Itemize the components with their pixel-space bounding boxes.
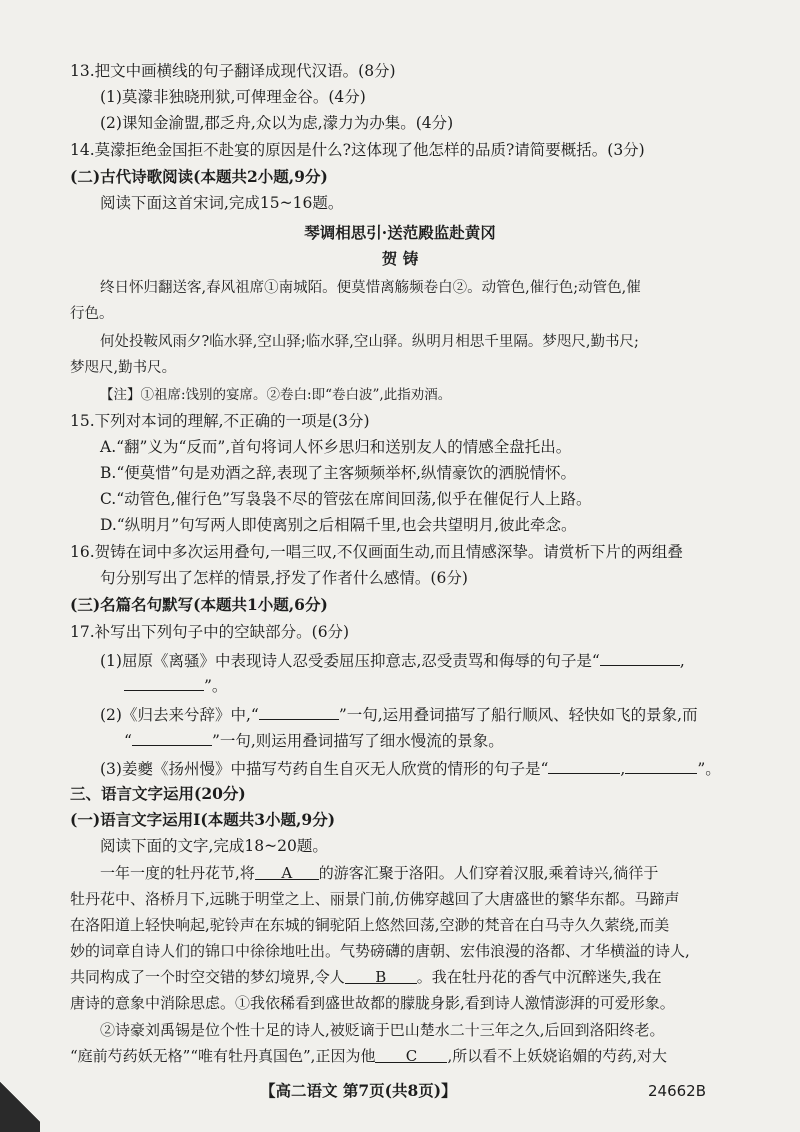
poet-name: 贺 铸 <box>381 249 419 268</box>
q17-stem: 17.补写出下列句子中的空缺部分。(6分) <box>70 623 350 641</box>
section-2-heading: (二)古代诗歌阅读(本题共2小题,9分) <box>70 167 328 186</box>
passage-text: 一年一度的牡丹花节,将 <box>100 864 255 882</box>
q17-sub2-text-a: (2)《归去来兮辞》中,“ <box>100 706 259 724</box>
fill-blank[interactable] <box>548 756 620 774</box>
passage-line6: 唐诗的意象中消除思虑。①我依稀看到盛世故都的朦胧身影,看到诗人激情澎湃的可爱形象。 <box>70 994 675 1012</box>
fill-blank[interactable] <box>600 648 680 666</box>
passage-text: “庭前芍药妖无格”“唯有牡丹真国色”,正因为他 <box>70 1047 376 1065</box>
poem-title: 琴调相思引·送范殿监赴黄冈 <box>304 223 496 242</box>
part-3-intro: 阅读下面的文字,完成18~20题。 <box>100 837 328 855</box>
q13-sub1: (1)莫濛非独晓刑狱,可俾理金谷。(4分) <box>100 88 366 106</box>
blank-a: A <box>255 862 319 880</box>
section-3-heading: (三)名篇名句默写(本题共1小题,6分) <box>70 595 328 614</box>
q17-sub3 <box>100 756 721 780</box>
passage-text: ,所以看不上妖娆谄媚的芍药,对大 <box>447 1047 667 1065</box>
poem-stanza2-line2: 梦咫尺,勤书尺。 <box>70 360 177 376</box>
fill-blank[interactable] <box>124 673 204 691</box>
q16-line2: 句分别写出了怎样的情景,抒发了作者什么感情。(6分) <box>100 569 468 587</box>
passage-line7: ②诗豪刘禹锡是位个性十足的诗人,被贬谪于巴山楚水二十三年之久,后回到洛阳终老。 <box>100 1021 665 1039</box>
q17-sub2-text-b: ”一句,运用叠词描写了船行顺风、轻快如飞的景象,而 <box>338 706 698 724</box>
passage-line1 <box>100 862 658 884</box>
q13-stem: 13.把文中画横线的句子翻译成现代汉语。(8分) <box>70 62 396 80</box>
blank-c: C <box>375 1045 447 1063</box>
part-3-heading: 三、语言文字运用(20分) <box>70 784 246 803</box>
page-footer-label: 【高二语文 第7页(共8页)】 <box>260 1081 457 1100</box>
poem-stanza1-line1: 终日怀归翻送客,春风祖席①南城陌。便莫惜离觞频卷白②。动管色,催行色;动管色,催 <box>100 280 641 296</box>
passage-line8 <box>70 1045 667 1067</box>
q15-option-c: C.“动管色,催行色”写袅袅不尽的管弦在席间回荡,似乎在催促行人上路。 <box>100 490 592 508</box>
fill-blank[interactable] <box>625 756 697 774</box>
passage-line5 <box>70 966 662 988</box>
passage-text: 的游客汇聚于洛阳。人们穿着汉服,乘着诗兴,徜徉于 <box>318 864 659 882</box>
q17-sub2-text-c: “ <box>124 732 132 750</box>
q17-sub2-line1 <box>100 702 698 726</box>
section-2-intro: 阅读下面这首宋词,完成15~16题。 <box>100 194 344 212</box>
poem-stanza2-line1: 何处投鞍风雨夕?临水驿,空山驿;临水驿,空山驿。纵明月相思千里隔。梦咫尺,勤书尺; <box>100 334 639 350</box>
q17-sub3-text: (3)姜夔《扬州慢》中描写芍药自生自灭无人欣赏的情形的句子是“ <box>100 760 549 778</box>
q17-sub3-comma: , <box>620 760 626 778</box>
passage-text: 。我在牡丹花的香气中沉醉迷失,我在 <box>416 968 662 986</box>
fill-blank[interactable] <box>132 728 212 746</box>
passage-line4: 妙的词章自诗人们的锦口中徐徐地吐出。气势磅礴的唐朝、宏伟浪漫的洛都、才华横溢的诗人, <box>70 942 690 960</box>
q15-stem: 15.下列对本词的理解,不正确的一项是(3分) <box>70 412 370 430</box>
passage-text: 共同构成了一个时空交错的梦幻境界,令人 <box>70 968 345 986</box>
page-footer-code: 24662B <box>648 1082 707 1100</box>
q17-sub2-text-d: ”一句,则运用叠词描写了细水慢流的景象。 <box>211 732 504 750</box>
blank-b: B <box>345 966 417 984</box>
q17-sub1-line2 <box>124 673 227 697</box>
q17-sub2-line2 <box>124 728 504 752</box>
fill-blank[interactable] <box>259 702 339 720</box>
q15-option-b: B.“便莫惜”句是劝酒之辞,表现了主客频频举杯,纵情豪饮的洒脱情怀。 <box>100 464 577 482</box>
scan-corner-shadow <box>0 1072 40 1132</box>
q15-option-d: D.“纵明月”句写两人即使离别之后相隔千里,也会共望明月,彼此牵念。 <box>100 516 577 534</box>
q17-sub1-text: (1)屈原《离骚》中表现诗人忍受委屈压抑意志,忍受责骂和侮辱的句子是“ <box>100 652 600 670</box>
q17-sub1-comma: , <box>679 652 685 670</box>
poem-note: 【注】①祖席:饯别的宴席。②卷白:即“卷白波”,此指劝酒。 <box>100 387 452 403</box>
q17-sub1-line1 <box>100 648 685 672</box>
q17-sub3-end: ”。 <box>697 760 721 778</box>
q17-sub1-end: ”。 <box>204 677 228 695</box>
q15-option-a: A.“翻”义为“反而”,首句将词人怀乡思归和送别友人的情感全盘托出。 <box>100 438 572 456</box>
part-3-sub-heading: (一)语言文字运用Ⅰ(本题共3小题,9分) <box>70 810 336 829</box>
q14-stem: 14.莫濛拒绝金国拒不赴宴的原因是什么?这体现了他怎样的品质?请简要概括。(3分) <box>70 141 645 159</box>
passage-line2: 牡丹花中、洛桥月下,远眺于明堂之上、丽景门前,仿佛穿越回了大唐盛世的繁华东都。马蹄声 <box>70 890 680 908</box>
poem-stanza1-line2: 行色。 <box>70 306 114 322</box>
passage-line3: 在洛阳道上轻快响起,驼铃声在东城的铜驼陌上悠然回荡,空渺的梵音在白马寺久久萦绕,而美 <box>70 916 670 934</box>
q13-sub2: (2)课知金渝盟,郡乏舟,众以为虑,濛力为办集。(4分) <box>100 114 454 132</box>
q16-line1: 16.贺铸在词中多次运用叠句,一唱三叹,不仅画面生动,而且情感深挚。请赏析下片的两组叠 <box>70 543 683 561</box>
